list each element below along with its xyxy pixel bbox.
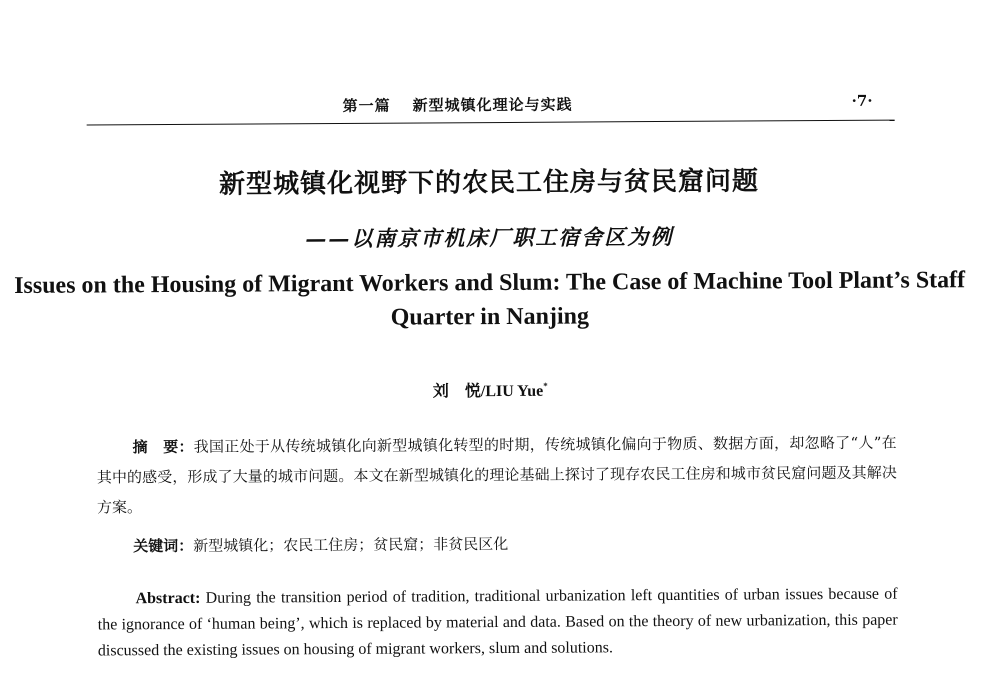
chinese-abstract [97, 428, 898, 523]
chinese-abstract-text: 我国正处于从传统城镇化向新型城镇化转型的时期，传统城镇化偏向于物质、数据方面，却忽略了“人”在其中的感受，形成了大量的城市问题。本文在新型城镇化的理论基础上探讨了现存农民工住房和城市贫民窟问题及其解决方案。 [96, 433, 897, 517]
english-abstract [97, 582, 897, 665]
section-title: 新型城镇化理论与实践 [412, 95, 573, 115]
chinese-keywords-label: 关键词： [133, 536, 194, 556]
english-title: Issues on the Housing of Migrant Workers and Slum: The Case of Machine Tool Plant’s Staff Quarter in Nanjing [14, 267, 966, 331]
english-abstract-label: Abstract: [135, 589, 201, 608]
chinese-keywords [133, 528, 893, 561]
chinese-abstract-label: 摘 要： [132, 437, 194, 457]
english-abstract-text: During the transition period of tradition, traditional urbanization left quantities of urban issues because of the ignorance of ‘human being’, which is replaced by material and data. Based on the theory of new urbanization, this paper discussed the existing issues on housing of migrant workers, slum and solutions. [97, 585, 898, 660]
running-title [342, 94, 572, 116]
author-name: 悦/LIU Yue [464, 382, 544, 401]
page-number: ·7· [851, 91, 873, 110]
author-footnote-mark: * [543, 380, 548, 391]
running-header [86, 90, 894, 126]
author-surname: 刘 [432, 383, 449, 401]
author-line [0, 375, 980, 404]
chinese-title: 新型城镇化视野下的农民工住房与贫民窟问题 [218, 166, 760, 200]
chinese-keywords-text: 新型城镇化；农民工住房；贫民窟；非贫民区化 [193, 534, 509, 555]
section-label: 第一篇 [342, 96, 391, 115]
chinese-subtitle: ——以南京市机床厂职工宿舍区为例 [305, 223, 674, 252]
